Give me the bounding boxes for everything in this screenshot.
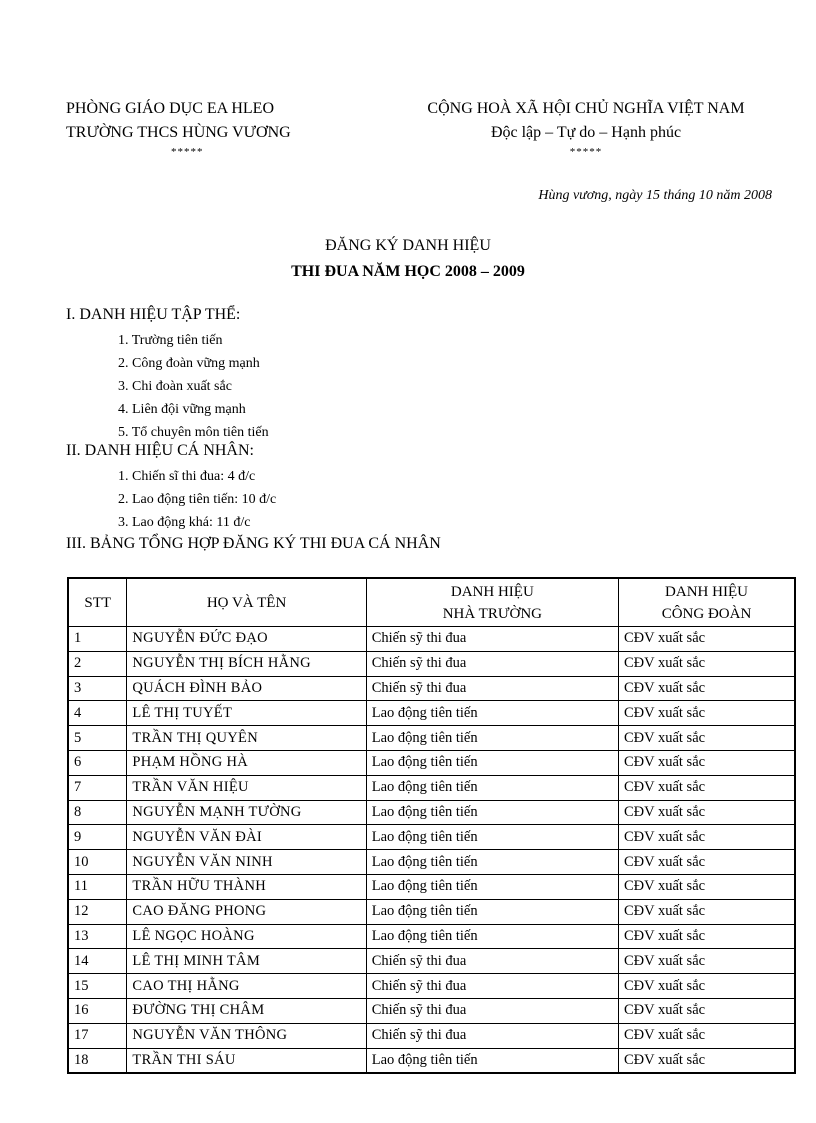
row-union-title: CĐV xuất sắc: [618, 874, 795, 899]
table-row: [68, 750, 795, 775]
row-stt: 16: [68, 998, 127, 1023]
country-name: CỘNG HOÀ XÃ HỘI CHỦ NGHĨA VIỆT NAM: [427, 100, 745, 117]
header-school-line-1: DANH HIỆU: [450, 583, 534, 600]
row-name: NGUYỄN VĂN THÔNG: [127, 1023, 366, 1048]
row-school-title: Lao động tiên tiến: [366, 701, 618, 726]
table-row: [68, 850, 795, 875]
row-school-title: Chiến sỹ thi đua: [366, 1023, 618, 1048]
row-stt: 12: [68, 899, 127, 924]
table-row: [68, 800, 795, 825]
individual-titles-list: [118, 465, 276, 534]
row-name: NGUYỄN ĐỨC ĐẠO: [127, 627, 366, 652]
table-row: [68, 825, 795, 850]
table-row: [68, 924, 795, 949]
row-union-title: CĐV xuất sắc: [618, 651, 795, 676]
header-school-line-2: NHÀ TRƯỜNG: [442, 605, 542, 622]
header-school-title: [366, 578, 618, 627]
row-stt: 18: [68, 1048, 127, 1073]
row-union-title: CĐV xuất sắc: [618, 627, 795, 652]
list-item: 1. Trường tiên tiến: [118, 333, 223, 348]
row-name: CAO THỊ HẰNG: [127, 974, 366, 999]
row-union-title: CĐV xuất sắc: [618, 676, 795, 701]
motto: Độc lập – Tự do – Hạnh phúc: [490, 124, 682, 141]
row-name: PHẠM HỒNG HÀ: [127, 750, 366, 775]
row-stt: 10: [68, 850, 127, 875]
row-name: NGUYỄN VĂN ĐÀI: [127, 825, 366, 850]
row-stt: 6: [68, 750, 127, 775]
row-school-title: Chiến sỹ thi đua: [366, 676, 618, 701]
row-stt: 9: [68, 825, 127, 850]
list-item: 2. Công đoàn vững mạnh: [118, 356, 260, 371]
row-school-title: Chiến sỹ thi đua: [366, 998, 618, 1023]
row-stt: 4: [68, 701, 127, 726]
row-school-title: Chiến sỹ thi đua: [366, 949, 618, 974]
right-stars: *****: [569, 146, 603, 158]
table-row: [68, 775, 795, 800]
row-stt: 8: [68, 800, 127, 825]
header-union-title: [618, 578, 795, 627]
title-line-1: ĐĂNG KÝ DANH HIỆU: [325, 237, 491, 254]
row-stt: 11: [68, 874, 127, 899]
row-stt: 2: [68, 651, 127, 676]
row-name: TRẦN VĂN HIỆU: [127, 775, 366, 800]
list-item: 4. Liên đội vững mạnh: [118, 402, 246, 417]
table-row: [68, 1048, 795, 1073]
department-name: PHÒNG GIÁO DỤC EA HLEO: [66, 100, 274, 117]
table-row: [68, 949, 795, 974]
table-row: [68, 701, 795, 726]
table-header-row: [68, 578, 795, 627]
header-name: HỌ VÀ TÊN: [127, 578, 366, 627]
section-2-heading: II. DANH HIỆU CÁ NHÂN:: [66, 442, 254, 459]
row-union-title: CĐV xuất sắc: [618, 775, 795, 800]
row-union-title: CĐV xuất sắc: [618, 949, 795, 974]
row-name: CAO ĐĂNG PHONG: [127, 899, 366, 924]
row-school-title: Lao động tiên tiến: [366, 1048, 618, 1073]
title-line-2: THI ĐUA NĂM HỌC 2008 – 2009: [291, 263, 525, 280]
header-union-line-2: CÔNG ĐOÀN: [661, 605, 752, 622]
header-union-line-1: DANH HIỆU: [665, 583, 748, 600]
header-right: [396, 97, 776, 159]
table-row: [68, 899, 795, 924]
table-row: [68, 676, 795, 701]
row-school-title: Lao động tiên tiến: [366, 825, 618, 850]
section-3-heading: III. BẢNG TỔNG HỢP ĐĂNG KÝ THI ĐUA CÁ NHÂN: [66, 535, 441, 552]
row-name: LÊ NGỌC HOÀNG: [127, 924, 366, 949]
row-name: ĐƯỜNG THỊ CHÂM: [127, 998, 366, 1023]
row-stt: 5: [68, 726, 127, 751]
row-name: LÊ THỊ MINH TÂM: [127, 949, 366, 974]
row-name: TRẦN THI SÁU: [127, 1048, 366, 1073]
row-union-title: CĐV xuất sắc: [618, 924, 795, 949]
row-union-title: CĐV xuất sắc: [618, 974, 795, 999]
row-union-title: CĐV xuất sắc: [618, 800, 795, 825]
registration-table: [67, 577, 796, 1074]
row-school-title: Lao động tiên tiến: [366, 874, 618, 899]
document-title: [0, 233, 816, 285]
row-union-title: CĐV xuất sắc: [618, 850, 795, 875]
table-row: [68, 874, 795, 899]
date-line: Hùng vương, ngày 15 tháng 10 năm 2008: [538, 188, 772, 203]
row-union-title: CĐV xuất sắc: [618, 998, 795, 1023]
row-school-title: Lao động tiên tiến: [366, 899, 618, 924]
row-stt: 14: [68, 949, 127, 974]
row-name: TRẦN THỊ QUYÊN: [127, 726, 366, 751]
table-row: [68, 998, 795, 1023]
list-item: 3. Lao động khá: 11 đ/c: [118, 515, 251, 530]
table-row: [68, 1023, 795, 1048]
table-row: [68, 726, 795, 751]
row-school-title: Lao động tiên tiến: [366, 924, 618, 949]
row-name: NGUYỄN MẠNH TƯỜNG: [127, 800, 366, 825]
row-union-title: CĐV xuất sắc: [618, 726, 795, 751]
row-school-title: Chiến sỹ thi đua: [366, 974, 618, 999]
row-stt: 15: [68, 974, 127, 999]
row-school-title: Lao động tiên tiến: [366, 800, 618, 825]
row-stt: 17: [68, 1023, 127, 1048]
row-name: TRẦN HỮU THÀNH: [127, 874, 366, 899]
row-union-title: CĐV xuất sắc: [618, 1023, 795, 1048]
row-union-title: CĐV xuất sắc: [618, 825, 795, 850]
list-item: 2. Lao động tiên tiến: 10 đ/c: [118, 492, 277, 507]
table-row: [68, 651, 795, 676]
row-union-title: CĐV xuất sắc: [618, 701, 795, 726]
row-union-title: CĐV xuất sắc: [618, 1048, 795, 1073]
row-stt: 3: [68, 676, 127, 701]
row-school-title: Chiến sỹ thi đua: [366, 651, 618, 676]
row-school-title: Lao động tiên tiến: [366, 850, 618, 875]
row-school-title: Lao động tiên tiến: [366, 726, 618, 751]
list-item: 3. Chi đoàn xuất sắc: [118, 379, 232, 394]
row-name: LÊ THỊ TUYẾT: [127, 701, 366, 726]
list-item: 1. Chiến sĩ thi đua: 4 đ/c: [118, 469, 256, 484]
header-left: [66, 97, 346, 159]
row-stt: 13: [68, 924, 127, 949]
list-item: 5. Tổ chuyên môn tiên tiến: [118, 425, 269, 440]
table-row: [68, 627, 795, 652]
row-stt: 7: [68, 775, 127, 800]
row-union-title: CĐV xuất sắc: [618, 750, 795, 775]
row-school-title: Lao động tiên tiến: [366, 750, 618, 775]
school-name: TRƯỜNG THCS HÙNG VƯƠNG: [66, 124, 291, 141]
header-stt: STT: [68, 578, 127, 627]
row-name: NGUYỄN THỊ BÍCH HẰNG: [127, 651, 366, 676]
row-name: QUÁCH ĐÌNH BẢO: [127, 676, 366, 701]
section-1-heading: I. DANH HIỆU TẬP THỂ:: [66, 306, 241, 323]
collective-titles-list: [118, 329, 269, 444]
row-school-title: Chiến sỹ thi đua: [366, 627, 618, 652]
table-row: [68, 974, 795, 999]
row-stt: 1: [68, 627, 127, 652]
row-union-title: CĐV xuất sắc: [618, 899, 795, 924]
left-stars: *****: [171, 146, 204, 158]
row-name: NGUYỄN VĂN NINH: [127, 850, 366, 875]
row-school-title: Lao động tiên tiến: [366, 775, 618, 800]
